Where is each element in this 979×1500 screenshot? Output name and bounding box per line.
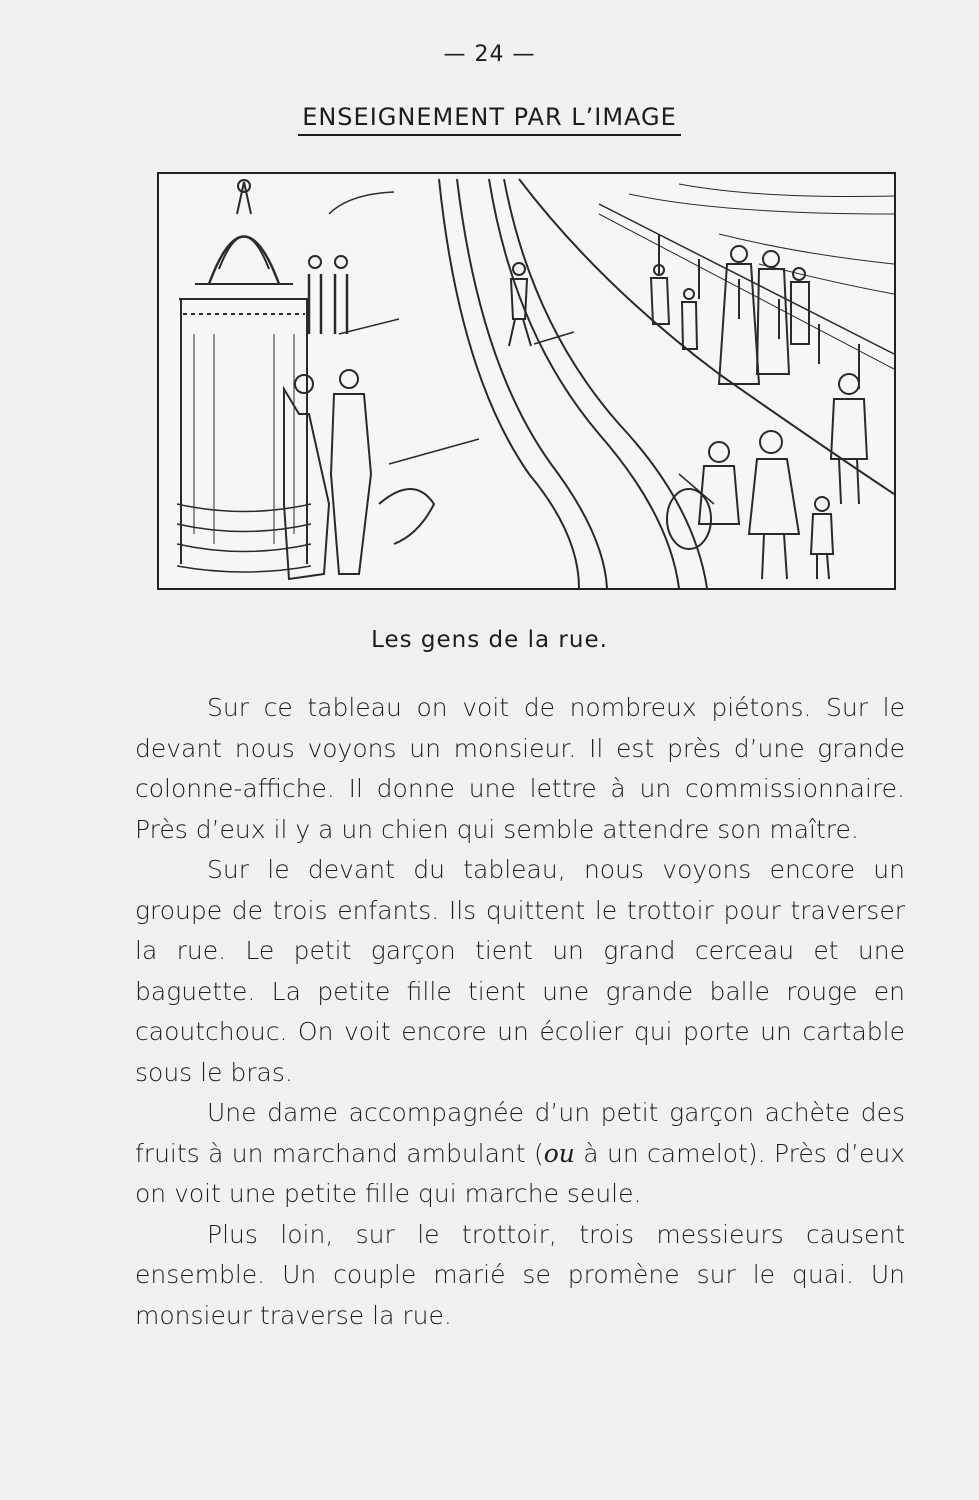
schoolboy [831,374,867,504]
lady-and-vendor [651,246,809,384]
paragraph-1: Sur ce tableau on voit de nombreux piétons. Sur le devant nous voyons un monsieur. Il est près d’une grande colonne-affiche. Il donne une lettre à un commissionnaire. Près d’eux il y a un chien qui semble attendre son maître. [135,693,905,844]
body-text [135,688,905,1336]
monsieur-and-commissionnaire [284,370,479,579]
street-scene-illustration [157,172,896,590]
three-men-group [309,256,399,334]
figure-caption: Les gens de la rue. [371,627,608,653]
paragraph-3-after: à un camelot). Près d’eux on voit une petite fille qui marche seule. [135,1138,905,1208]
page-number: — 24 — [443,42,536,67]
paragraph-3-italic: ou [543,1138,575,1168]
paragraph-3 [135,1093,905,1215]
section-title [0,103,979,136]
three-children [667,431,833,579]
quay-railing [519,179,894,494]
paragraph-4: Plus loin, sur le trottoir, trois messieurs causent ensemble. Un couple marié se promène sur le quai. Un monsieur traverse la rue. [135,1219,905,1330]
street-scene-drawing [159,174,894,588]
paragraph-2: Sur le devant du tableau, nous voyons encore un groupe de trois enfants. Ils quittent le trottoir pour traverser la rue. Le petit garçon tient un grand cerceau et une baguette. La petite fille tient une grande balle rouge en caoutchouc. On voit encore un écolier qui porte un cartable sous le bras. [135,855,905,1087]
section-title-text: ENSEIGNEMENT PAR L’IMAGE [298,103,681,136]
paragraph-3-before: Une dame accompagnée d’un petit garçon achète des fruits à un marchand ambulant ( [135,1098,905,1168]
